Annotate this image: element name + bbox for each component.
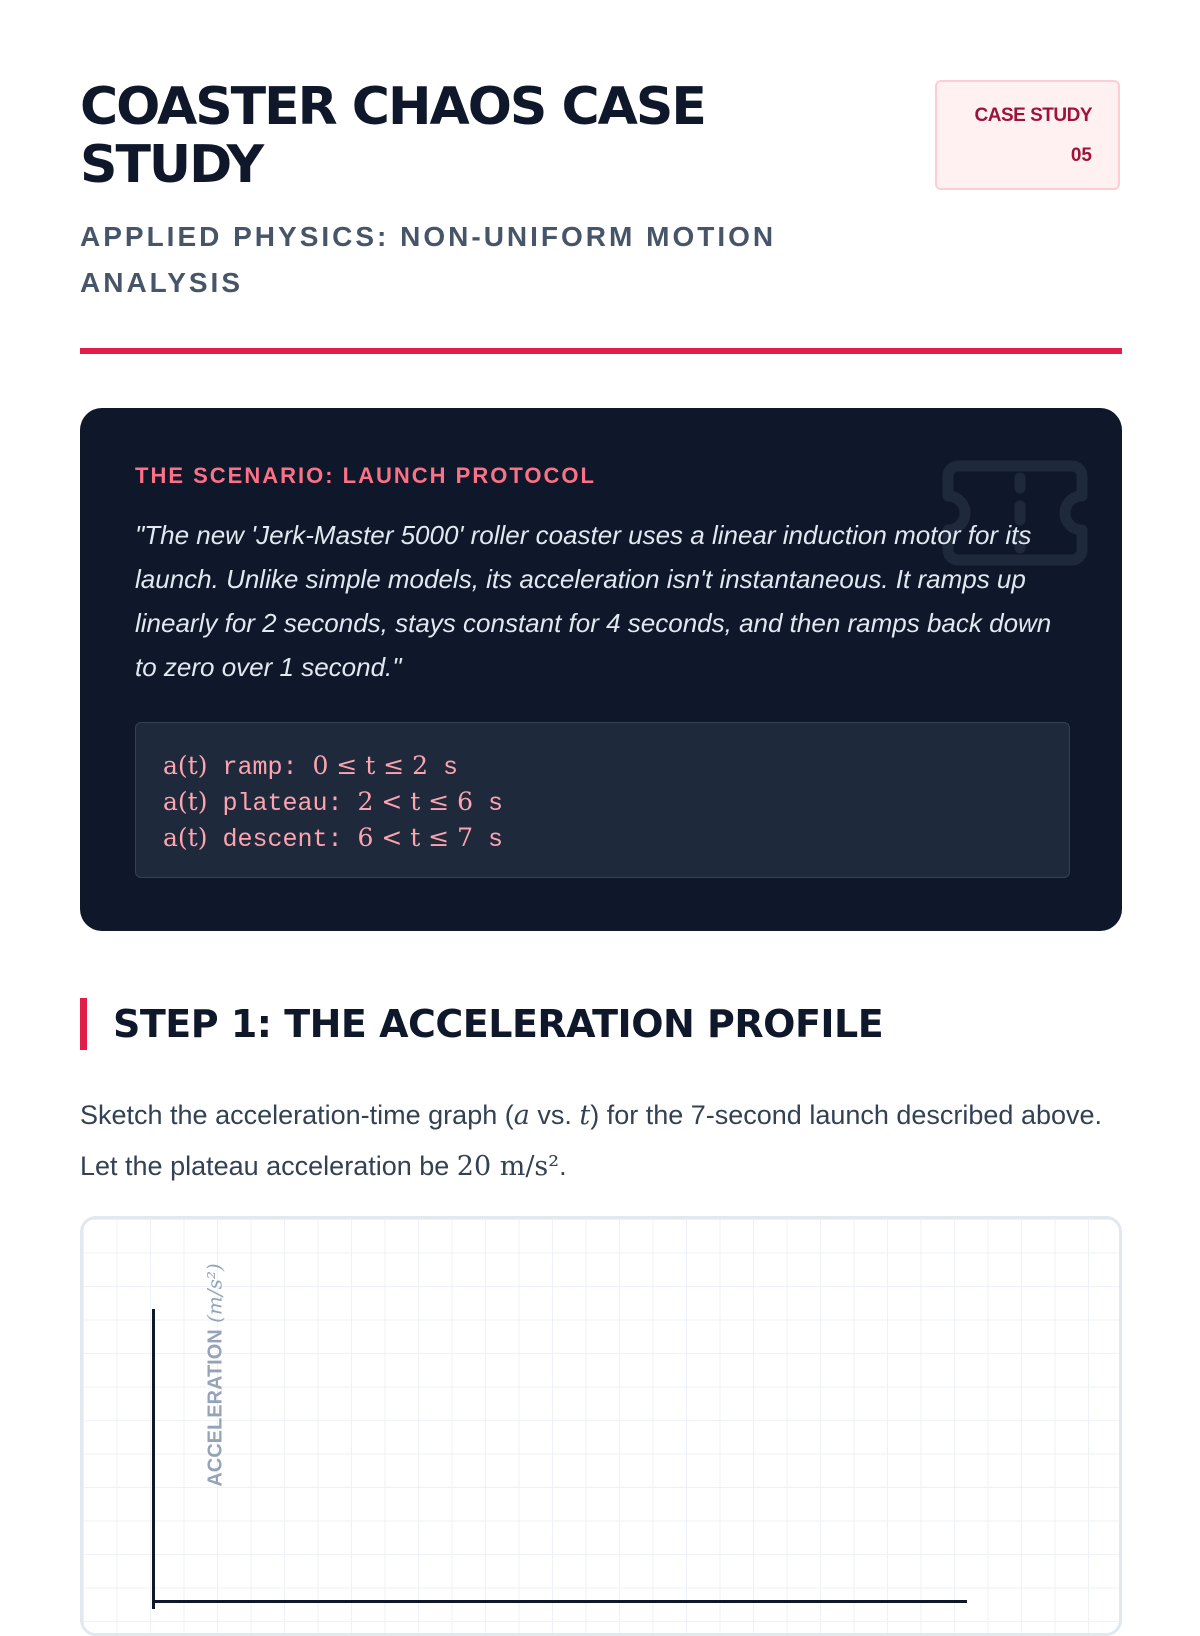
x-axis — [152, 1600, 967, 1603]
formula-descent: a(t) descent: 6 < t ≤ 7 s — [163, 823, 504, 854]
step-1-title: STEP 1: THE ACCELERATION PROFILE — [113, 1002, 884, 1046]
badge-label: CASE STUDY — [974, 105, 1092, 126]
formula-box — [135, 722, 1070, 878]
badge-number: 05 — [1070, 145, 1092, 166]
scenario-card — [80, 408, 1122, 931]
header-divider — [80, 348, 1122, 354]
y-axis — [152, 1309, 155, 1609]
page-title: COASTER CHAOS CASE STUDY — [80, 77, 705, 195]
formula-plateau: a(t) plateau: 2 < t ≤ 6 s — [163, 787, 504, 818]
step-accent-bar — [80, 998, 87, 1050]
scenario-label: THE SCENARIO: LAUNCH PROTOCOL — [135, 463, 596, 488]
y-axis-label: ACCELERATION (m/s²) — [202, 1263, 227, 1487]
sketch-graph-area[interactable] — [80, 1216, 1122, 1636]
step-1-description: Sketch the acceleration-time graph (a vs. t) for the 7-second launch described above. Let the plateau acceleration be 20 m/s². — [80, 1100, 1103, 1182]
page-subtitle: APPLIED PHYSICS: NON-UNIFORM MOTION ANALYSIS — [80, 221, 777, 298]
formula-ramp: a(t) ramp: 0 ≤ t ≤ 2 s — [163, 751, 459, 782]
case-study-badge — [935, 80, 1120, 190]
scenario-quote: "The new 'Jerk-Master 5000' roller coaster uses a linear induction motor for its launch. Unlike simple models, its acceleration isn't instantaneous. It ramps up linearly for 2 seconds, stays constant for 4 seconds, and then ramps back down to zero over 1 second." — [135, 520, 1052, 682]
